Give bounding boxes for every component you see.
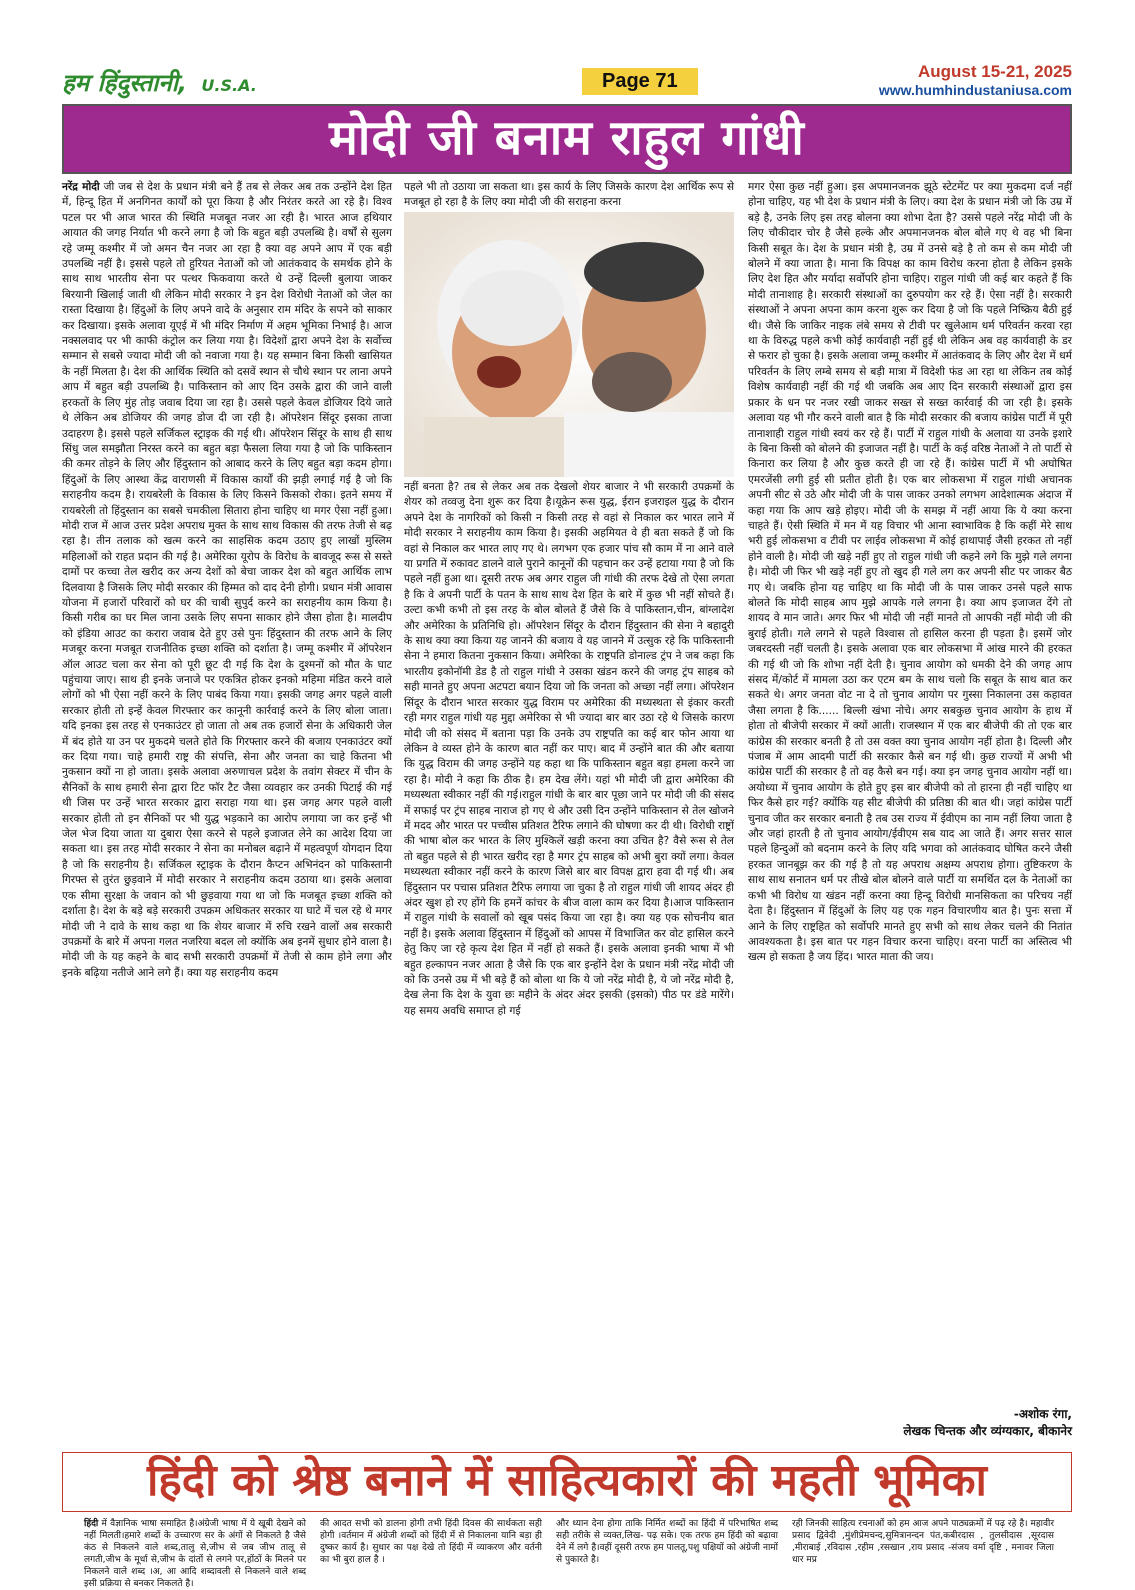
column-text: पहले भी तो उठाया जा सकता था। इस कार्य के लिए जिसके कारण देश आर्थिक रूप से मजबूत हो रहा है के लिए क्या मोदी जी की सराहना करना: [404, 181, 734, 209]
publication-logo: [62, 66, 257, 99]
article2-column-3: और ध्यान देना होगा ताकि निर्मित शब्दों का हिंदी में परिभाषित शब्द सही तरीके से व्यक्त,लिख- पढ़ सके। एक तरफ हम हिंदी को बढ़ावा देने में लगे है।वहीं दूसरी तरफ हम पालतू,पशु पक्षियों को अंग्रेजी नामों से पुकारते है।: [556, 1519, 778, 1565]
article2-column-1: [84, 1518, 306, 1589]
article2-column-2: की आदत सभी को डालना होगी तभी हिंदी दिवस की सार्थकता सही होगी ।वर्तमान में अंग्रेजी शब्दों को हिंदी में से निकालना यानि बड़ा ही दुष्कर कार्य है। सुधार का पक्ष देखे तो हिंदी में व्याकरण और वर्तनी का भी बुरा हाल है ।: [320, 1519, 542, 1565]
issue-date: August 15-21, 2025: [917, 62, 1072, 81]
article-column-3: [748, 180, 1072, 1410]
masthead: [62, 62, 1072, 102]
politicians-photo: [404, 212, 734, 477]
article-headline: मोदी जी बनाम राहुल गांधी: [62, 104, 1072, 174]
column-text: मगर ऐसा कुछ नहीं हुआ। इस अपमानजनक झूठे स्टेटमेंट पर क्या मुकदमा दर्ज नहीं होना चाहिए, यह भी देश के प्रधान मंत्री के लिए। क्या देश के प्रधान मंत्री जो कि उम्र में बड़े है, उनके लिए इस तरह बोलना क्या शोभा देता है? उससे पहले नरेंद्र मोदी जी के लिए चौकीदार चोर है जैसे हल्के और अपमानजनक बोल बोले गए थे वह भी बिना किसी सबूत के। देश के प्रधान मंत्री है, उम्र में उनसे बड़े है तो कम से कम मोदी जी बोलने में क्या जाता है। माना कि विपक्ष का काम विरोध करना होता है लेकिन इसके लिए देश हित और मर्यादा सर्वोपरि होना चाहिए। राहुल गांधी जी कई बार कहते हैं कि मोदी तानाशाह है। सरकारी संस्थाओं का दुरुपयोग कर रहे हैं। ऐसा नहीं है। सरकारी संस्थाओं ने अपना अपना काम करना शुरू कर दिया है जो कि पहले निष्क्रिय बैठी हुई थी। जैसे कि जाकिर नाइक लंबे समय से टीवी पर खुलेआम धर्म परिवर्तन करवा रहा था के विरुद्ध पहले कभी कोई कार्यवाही नहीं हुई थी लेकिन अब वह कार्यवाही के डर से फरार हो चुका है। इसके अलावा जम्मू कश्मीर में आतंकवाद के लिए और देश में धर्म परिवर्तन के लिए लम्बे समय से बड़ी मात्रा में विदेशी फंड आ रहा था लेकिन तब कोई विशेष कार्यवाही नहीं की गई थी जबकि अब आए दिन सरकारी संस्थाओं द्वारा इस प्रकार के धन पर नजर रखी जाकर सख्त से सख्त कार्रवाई की जा रही है। इसके अलावा यह भी गौर करने वाली बात है कि मोदी सरकार की बजाय कांग्रेस पार्टी में पूरी तानाशाही राहुल गांधी स्वयं कर रहे हैं। पार्टी में राहुल गांधी के अलावा या उनके इशारे के बिना किसी को बोलने की इजाजत नहीं है। पार्टी के कई वरिष्ठ नेताओं ने तो पार्टी से किनारा कर लिया है और कुछ करते ही जा रहे हैं। कांग्रेस पार्टी में भी अघोषित एमरजेंसी लगी हुई सी प्रतीत होती है। एक बार लोकसभा में राहुल गांधी अचानक अपनी सीट से उठे और मोदी जी के पास जाकर उनको लगभग आदेशात्मक अंदाज में कहा गया कि आप खड़े होइए। मोदी जी के समझ में नहीं आया कि ये क्या करना चाहते हैं। ऐसी स्थिति में मन में यह विचार भी आना स्वाभाविक है कि कहीं मेरे साथ भरी हुई लोकसभा व टीवी पर लाईव लोकसभा में कोई हाथापाई जैसी हरकत तो नहीं होने वाली है। मोदी जी खड़े नहीं हुए तो राहुल गांधी जी कहने लगे कि मुझे गले लगना है। मोदी जी फिर भी खड़े नहीं हुए तो खुद ही गले लग कर अपनी सीट पर जाकर बैठ गए थे। जबकि होना यह चाहिए था कि मोदी जी के पास जाकर उनसे पहले साफ बोलते कि मोदी साहब आप मुझे आपके गले लगना है। क्या आप इजाजत देंगे तो शायद वे मान जाते। अगर फिर भी मोदी जी नहीं मानते तो आपकी नहीं मोदी जी की बुराई होती। गले लगने से पहले विश्वास तो हासिल करना ही पड़ता है। इसमें जोर जबरदस्ती नहीं चलती है। इसके अलावा एक बार लोकसभा में आंख मारने की हरकत की गई थी जो कि शोभा नहीं देती है। चुनाव आयोग को धमकी देने की जगह आप संसद में/कोर्ट में मामला उठा कर एटम बम के साथ चलो कि सबूत के साथ बात कर सकते थे। अगर जनता वोट ना दे तो चुनाव आयोग पर गुस्सा निकालना उस कहावत जैसा लगता है कि...... बिल्ली खंभा नोचे। अगर सबकुछ चुनाव आयोग के हाथ में होता तो बीजेपी सरकार में क्यों आती। राजस्थान में एक बार बीजेपी की तो एक बार कांग्रेस की सरकार बनती है तो उस वक्त क्या चुनाव आयोग नहीं होता है। दिल्ली और पंजाब में आम आदमी पार्टी की सरकार कैसे बन गई थी। कुछ राज्यों में अभी भी कांग्रेस पार्टी की सरकार है तो वह कैसे बन गई। क्या इन जगह चुनाव आयोग नहीं था। अयोध्या में चुनाव आयोग के होते हुए इस बार बीजेपी को तो हारना ही नहीं चाहिए था फिर कैसे हार गई? क्योंकि यह सीट बीजेपी की प्रतिष्ठा की बात थी। जहां कांग्रेस पार्टी चुनाव जीत कर सरकार बनाती है तब उस राज्य में ईवीएम का नाम नहीं लिया जाता है और जहां हारती है तो चुनाव आयोग/ईवीएम सब याद आ जाते हैं। अगर सत्तर साल पहले हिन्दुओं को बदनाम करने के लिए यदि भगवा को आतंकवाद घोषित करने जैसी हरकत जानबूझ कर की गई है तो यह अपराध अक्षम्य अपराध होगा। तुष्टिकरण के साथ साथ सनातन धर्म पर तीखे बोल बोलने वाले पार्टी या समर्थित दल के नेताओं का कभी भी विरोध या खंडन नहीं करना क्या हिन्दू विरोधी मानसिकता का परिचय नहीं देता है। हिंदुस्तान में हिंदुओं के लिए यह एक गहन विचारणीय बात है। पुनः सत्ता में आने के लिए राष्ट्रहित को सर्वोपरि मानते हुए सभी को साथ लेकर चलने की नितांत आवश्यकता है। इस बात पर गहन विचार करना चाहिए। वरना पार्टी का अस्तित्व भी खत्म हो सकता है जय हिंद। भारत माता की जय।: [748, 181, 1072, 964]
column-text: रही जिनकी साहित्य रचनाओं को हम आज अपने पाठ्यक्रमों में पढ़ रहे है। महावीर प्रसाद द्विवेदी ,मुंशीप्रेमचन्द,सुमित्रानन्दन पंत,कबीरदास , तुलसीदास ,सूरदास ,मीराबाई ,रविदास ,रहीम ,रसखान ,राय प्रसाद: [792, 1519, 1054, 1553]
photo-illustration: [404, 212, 734, 477]
article-column-2-top: [404, 180, 734, 212]
column-text: नहीं बनता है? तब से लेकर अब तक देखलो शेयर बाजार ने भी सरकारी उपक्रमों के शेयर को तव्वजु देना शुरू कर दिया है।यूक्रेन रूस युद्ध, ईरान इजराइल युद्ध के दौरान अपने देश के नागरिकों को किसी न किसी तरह से वहां से निकाल कर भारत लाने में मोदी सरकार ने सराहनीय काम किया है। इसकी अहमियत वे ही बता सकते हैं जो कि वहां से निकाल कर भारत लाए गए थे। लगभग एक हजार पांच सौ काम में ना आने वाले या प्रगति में रुकावट डालने वाले पुराने कानूनों की पहचान कर उन्हें हटाया गया है जो कि पहले नहीं हुआ था। दूसरी तरफ अब अगर राहुल जी गांधी की तरफ देखे तो ऐसा लगता है कि वे अपनी पार्टी के पतन के साथ साथ देश हित के बारे में कुछ भी नहीं सोचते हैं। उल्टा कभी कभी तो इस तरह के बोल बोलते हैं जैसे कि वे पाकिस्तान,चीन, बांग्लादेश और अमेरिका के प्रतिनिधि हो। ऑपरेशन सिंदूर के दौरान हिंदुस्तान की सेना ने बहादुरी के साथ क्या क्या किया यह जानने की बजाय वे यह जानने में उत्सुक रहे कि पाकिस्तानी सेना ने हमारा कितना नुकसान किया। अमेरिका के राष्ट्रपति डोनाल्ड ट्रंप ने जब कहा कि भारतीय इकोनॉमी डेड है तो राहुल गांधी ने उसका खंडन करने की जगह ट्रंप साहब को सही मानते हुए अपना अटपटा बयान दिया जो कि जनता को अच्छा नहीं लगा। ऑपरेशन सिंदूर के दौरान भारत सरकार युद्ध विराम पर अमेरिका की मध्यस्थता से इंकार करती रही मगर राहुल गांधी यह मुद्दा अमेरिका से भी ज्यादा बार बार उठा रहे थे जिसके कारण मोदी जी को संसद में बताना पड़ा कि उनके उप राष्ट्रपति का कई बार फोन आया था लेकिन वे व्यस्त होने के कारण बात नहीं कर पाए। बाद में उन्होंने बात की और बताया कि युद्ध विराम की जगह उन्होंने यह कहा था कि पाकिस्तान बहुत बड़ा हमला करने जा रहा है। मोदी ने कहा कि ठीक है। हम देख लेंगे। यहां भी मोदी जी द्वारा अमेरिका की मध्यस्थता स्वीकार नहीं की गई।राहुल गांधी के बार बार पूछा जाने पर मोदी जी की संसद में सफाई पर ट्रंप साहब नाराज हो गए थे और उसी दिन उन्होंने पाकिस्तान से तेल खोजने में मदद और भारत पर पच्चीस प्रतिशत टैरिफ लगाने की घोषणा कर दी थी। विरोधी राष्ट्रों की भाषा बोल कर भारत के लिए मुश्किलें खड़ी करना क्या उचित है? वैसे रूस से तेल तो बहुत पहले से ही भारत खरीद रहा है मगर ट्रंप साहब को अभी बुरा क्यों लगा। केवल मध्यस्थता स्वीकार नहीं करने के कारण जिसे बार बार विपक्ष द्वारा हवा दी गई थी। अब हिंदुस्तान पर पचास प्रतिशत टैरिफ लगाया जा चुका है तो राहुल गांधी जी शायद अंदर ही अंदर खुश हो रए होंगे कि हमनें कांचर के बीज वाला काम कर दिया है।आज पाकिस्तान में राहुल गांधी के सवालों को खूब पसंद किया जा रहा है। क्या यह एक सोचनीय बात नहीं है। इसके अलावा हिंदुस्तान में हिंदुओं को आपस में विभाजित कर वोट हासिल करने हेतु किए जा रहे कृत्य देश हित में नहीं हो सकते हैं। इसके अलावा इनकी भाषा में भी बहुत हल्कापन नजर आता है जैसे कि एक बार इन्होंने देश के प्रधान मंत्री नरेंद्र मोदी जी को कि उनसे उम्र में भी बड़े हैं को बोला था कि ये जो नरेंद्र मोदी है, ये जो नरेंद्र मोदी है, देख लेना कि देश के युवा छः महीने के अंदर अंदर इसकी (इसको) पीठ पर डंडे मारेंगे। यह समय अवधि समाप्त हो गई: [404, 481, 734, 1017]
article-column-1: [62, 180, 392, 1440]
brand-suffix: U.S.A.: [201, 76, 257, 95]
author-block: [748, 1406, 1072, 1440]
author-signature: -अशोक रंगा,: [1013, 1407, 1072, 1421]
lead-name: हिंदी: [84, 1519, 99, 1529]
website-url: www.humhindustaniusa.com: [878, 82, 1072, 98]
article2-column-4: [792, 1518, 1054, 1565]
dateline: [879, 62, 1072, 98]
article-headline-2: हिंदी को श्रेष्ठ बनाने में साहित्यकारों की महती भूमिका: [62, 1452, 1072, 1512]
author-signature-2: -संजय वर्मा दृष्टि , मनावर जिला धार मप्र: [792, 1543, 1054, 1565]
article-column-2: [404, 480, 734, 1440]
lead-name: नरेंद्र मोदी: [62, 181, 100, 193]
author-description: लेखक चिन्तक और व्यंग्यकार, बीकानेर: [903, 1424, 1072, 1438]
column-text: जी जब से देश के प्रधान मंत्री बने हैं तब से लेकर अब तक उन्होंने देश हित में, हिन्दू हित में अनगिनत कार्यों को पूरा किया है और निरंतर करते आ रहे है। विश्व पटल पर भी आज भारत की स्थिति मजबूत नजर आ रही है। भारत आज हथियार आयात की जगह निर्यात भी करने लगा है जो कि बहुत बड़ी उपलब्धि है। वर्षों से सुलग रहे जम्मू कश्मीर में जो अमन चैन नजर आ रहा है क्या वह अपने आप में एक बड़ी उपलब्धि नहीं है। इससे पहले तो हुरियत नेताओं को जो आतंकवाद के समर्थक होने के साथ साथ भारतीय सेना पर पत्थर फिकवाया करते थे उन्हें दिल्ली बुलाया जाकर बिरयानी खिलाई जाती थी लेकिन मोदी सरकार ने इन देश विरोधी नेताओं को जेल का रास्ता दिखाया है। हिंदुओं के लिए अपने वादे के अनुसार राम मंदिर के सपने को साकार कर दिखाया। इसके अलावा यूएई में भी मंदिर निर्माण में अहम भूमिका निभाई है। आज नक्सलवाद पर भी काफी कंट्रोल कर लिया गया है। विदेशों द्वारा अपने देश के सर्वोच्च सम्मान से सबसे ज्यादा मोदी जी को नवाजा गया है। यह सम्मान बिना किसी खासियत के नहीं मिलता है। देश की आर्थिक स्थिति को दसवें स्थान से चौथे स्थान पर लाना अपने आप में बहुत बड़ी उपलब्धि है। पाकिस्तान को आए दिन उसके द्वारा की जाने वाली हरकतों के लिए मुंह तोड़ जवाब दिया जा रहा है। उससे पहले केवल डोजियर दिये जाते थे लेकिन अब डोजियर की जगह डोज दी जा रही है। ऑपरेशन सिंदूर इसका ताजा उदाहरण है। इससे पहले सर्जिकल स्ट्राइक की गई थी। ऑपरेशन सिंदूर के साथ ही साथ सिंधु जल समझौता निरस्त करने का बहुत बड़ा फैसला लिया गया है जो कि पाकिस्तान की कमर तोड़ने के लिए और हिंदुस्तान को आबाद करने के लिए बहुत बड़ा कदम होगा। हिंदुओं के लिए आस्था केंद्र वाराणसी में विकास कार्यों की झड़ी लगाई गई है जो कि सराहनीय कदम है। रायबरेली के विकास के लिए किसने किसको रोका। इतने समय में रायबरेली तो हिंदुस्तान का सबसे चमकीला सितारा होना चाहिए था मगर ऐसा नहीं हुआ। मोदी राज में आज उत्तर प्रदेश अपराध मुक्त के साथ साथ विकास की तरफ तेजी से बढ़ रहा है। तीन तलाक को खत्म करने का साहसिक कदम उठाए हुए लाखों मुस्लिम महिलाओं को राहत प्रदान की गई है। अमेरिका यूरोप के विरोध के बावजूद रूस से सस्ते दामों पर कच्चा तेल खरीद कर अन्य देशों को बेचा जाकर देश को बहुत आर्थिक लाभ दिलवाया है जिसके लिए मोदी सरकार की हिम्मत को दाद देनी होगी। प्रधान मंत्री आवास योजना में हजारों परिवारों को घर की चाबी सुपुर्द करने का सराहनीय काम किया है। किसी गरीब का घर मिल जाना उसके लिए सपना साकार होने जैसा होता है। मालदीप को इंडिया आउट का करारा जवाब देते हुए उसे पुनः हिंदुस्तान की तरफ आने के लिए मजबूर करना मजबूत राजनीतिक इच्छा शक्ति को दर्शाता है। जम्मू कश्मीर में ऑपरेशन ऑल आउट चला कर सेना को पूरी छूट दी गई कि देश के दुश्मनों को मौत के घाट पहुंचाया जाए। साथ ही इनके जनाजे पर एकत्रित होकर इनको महिमा मंडित करने वाले लोगों को भी ऐसा नहीं करने के लिए पाबंद किया गया। इसकी जगह अगर पहले वाली सरकार होती तो इन्हें केवल गिरफ्तार कर कानूनी कार्रवाई करने के लिए बोला जाता। यदि इनका इस तरह से एनकाउंटर हो जाता तो अब तक हजारों सेना के अधिकारी जेल में बंद होते या उन पर मुकदमे चलते होते कि गिरफ्तार करने की बजाय एनकाउंटर क्यों कर दिया गया। चाहे हमारी राष्ट्र की संपत्ति, सेना और जनता का चाहे कितना भी नुकसान क्यों ना हो जाता। इसके अलावा अरुणाचल प्रदेश के तवांग सेक्टर में चीन के सैनिकों के साथ हमारी सेना द्वारा टिट फॉर टैट जैसा व्यवहार कर उनकी पिटाई की गई थी जिस पर उन्हें भारत सरकार द्वारा सराहा गया था। इस जगह अगर पहले वाली सरकार होती तो इन सैनिकों पर भी युद्ध भड़काने का आरोप लगाया जा कर इन्हें भी जेल भेज दिया जाता या दुबारा ऐसा करने से पहले इजाजत लेने का आदेश दिया जा सकता था। इस तरह मोदी सरकार ने सेना का मनोबल बढ़ाने में महत्वपूर्ण योगदान दिया है जो कि सराहनीय है। सर्जिकल स्ट्राइक के दौरान कैप्टन अभिनंदन को पाकिस्तानी गिरफ्त से तुरंत छुड़वाने में मोदी सरकार ने सराहनीय कदम उठाया था। इसके अलावा एक सीमा सुरक्षा के जवान को भी छुड़वाया गया था जो कि मजबूत इच्छा शक्ति को दर्शाता है। देश के बड़े बड़े सरकारी उपक्रम अधिकतर सरकार या घाटे में चल रहे थे मगर मोदी जी ने दावे के साथ कहा था कि शेयर बाजार में रुचि रखने वालों अब सरकारी उपक्रमों के बारे में अपना गलत नजरिया बदल लो क्योंकि अब इनमें सुधार होने वाला है। मोदी जी के यह कहने के बाद सभी सरकारी उपक्रमों में तेजी से काम होने लगा और इनके बढ़िया नतीजे आने लगे हैं। क्या यह सराहनीय कदम: [62, 181, 392, 979]
page-number: Page 71: [582, 68, 698, 95]
brand-name: हम हिंदुस्तानी,: [62, 69, 188, 97]
column-text: में वैज्ञानिक भाषा समाहित है।अंग्रेजी भाषा में ये खूबी देखने को नहीं मिलती।हमारे शब्दों के उच्चारण सर के अंगों से निकलते है जैसे कंठ से निकलने वाले शब्द,तालु से,जीभ से जब जीभ तालू से लगती,जीभ के मूर्धा से,जीभ के दांतों से लगने पर,होंठों के मिलने पर निकलने वाले शब्द ।अ, आ आदि शब्दावली से निकलने वाले शब्द इसी प्रक्रिया से बनकर निकलते है।: [84, 1519, 306, 1589]
